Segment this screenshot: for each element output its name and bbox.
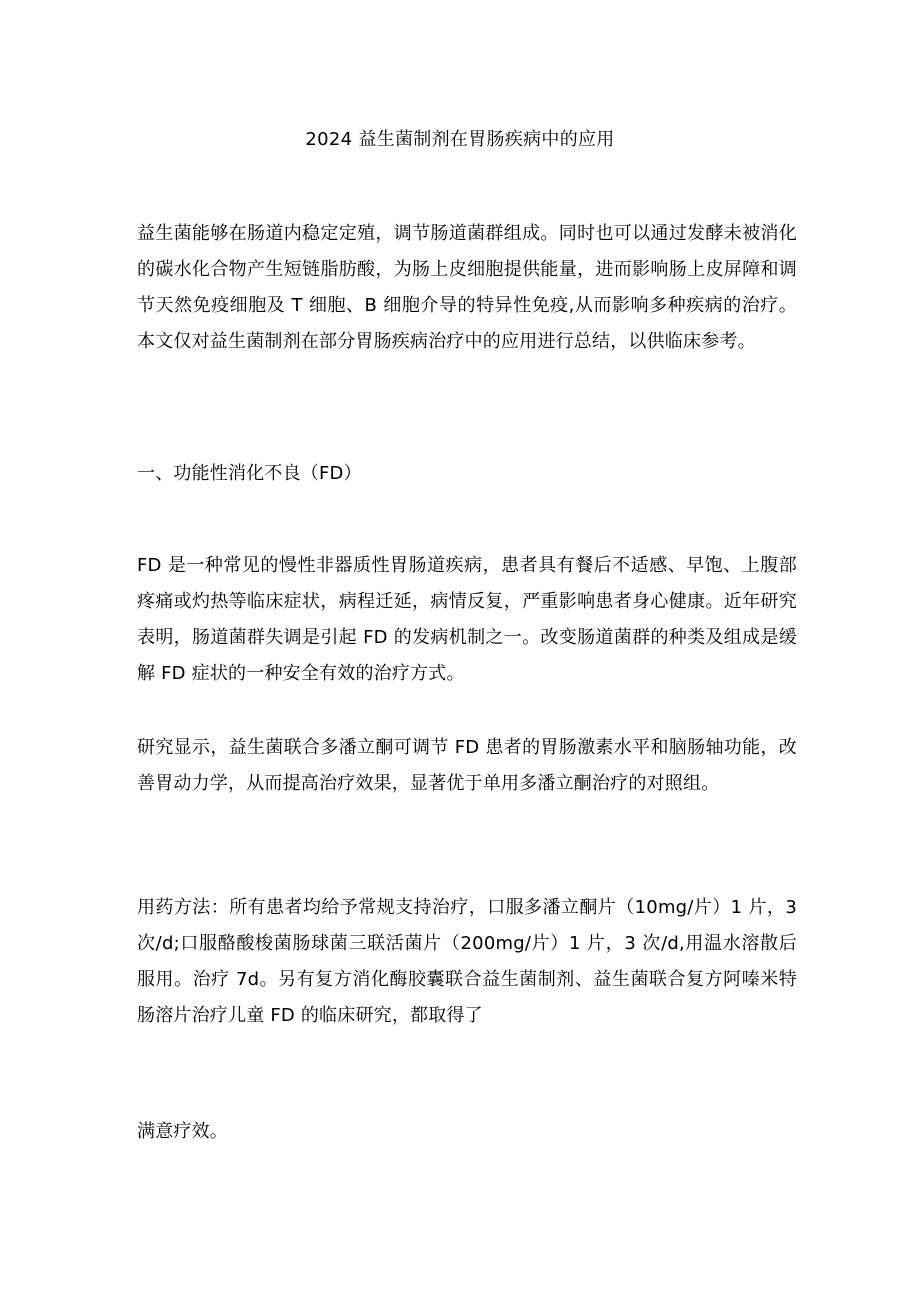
fd-overview-paragraph: FD 是一种常见的慢性非器质性胃肠道疾病，患者具有餐后不适感、早饱、上腹部疼痛或灼热等临床症状，病程迁延，病情反复，严重影响患者身心健康。近年研究表明，肠道菌群失调是引起 FD 的发病机制之一。改变肠道菌群的种类及组成是缓解 FD 症状的一种安全有效的治疗方式。 [137, 555, 797, 684]
conclusion-paragraph: 满意疗效。 [137, 1121, 228, 1142]
intro-paragraph: 益生菌能够在肠道内稳定定殖，调节肠道菌群组成。同时也可以通过发酵未被消化的碳水化合物产生短链脂肪酸，为肠上皮细胞提供能量，进而影响肠上皮屏障和调节天然免疫细胞及 T 细胞、B 细胞介导的特异性免疫,从而影响多种疾病的治疗。本文仅对益生菌制剂在部分胃肠疾病治疗中的应用进行总结，以供临床参考。 [137, 223, 797, 352]
dosage-paragraph: 用药方法：所有患者均给予常规支持治疗，口服多潘立酮片（10mg/片）1 片，3 次/d;口服酪酸梭菌肠球菌三联活菌片（200mg/片）1 片，3 次/d,用温水溶散后服用。治疗 7d。另有复方消化酶胶囊联合益生菌制剂、益生菌联合复方阿嗪米特肠溶片治疗儿童 FD 的临床研究，都取得了 [137, 897, 797, 1026]
section-heading-fd: 一、功能性消化不良（FD） [137, 463, 362, 484]
fd-study-paragraph: 研究显示，益生菌联合多潘立酮可调节 FD 患者的胃肠激素水平和脑肠轴功能，改善胃动力学，从而提高治疗效果，显著优于单用多潘立酮治疗的对照组。 [137, 737, 797, 794]
document-title: 2024 益生菌制剂在胃肠疾病中的应用 [305, 129, 615, 150]
